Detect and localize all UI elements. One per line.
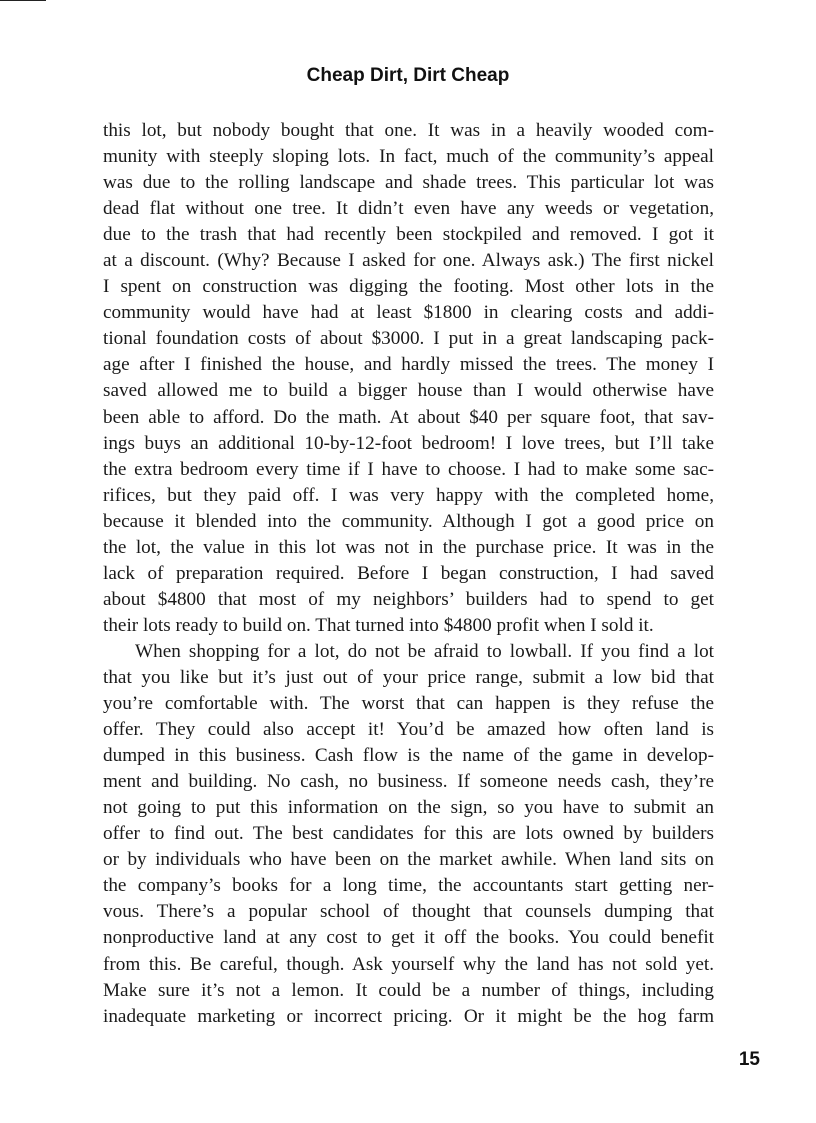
text-line: lack of preparation required. Before I began construction, I had saved: [103, 562, 714, 584]
text-line: because it blended into the community. Although I got a good price on: [103, 510, 714, 532]
text-line: rifices, but they paid off. I was very happy with the completed home,: [103, 484, 714, 506]
text-line: dumped in this business. Cash flow is the name of the game in develop-: [103, 745, 714, 767]
text-line: this lot, but nobody bought that one. It was in a heavily wooded com-: [103, 120, 714, 141]
text-line: vous. There’s a popular school of thought that counsels dumping that: [103, 901, 714, 923]
text-line: When shopping for a lot, do not be afraid to lowball. If you find a lot: [135, 640, 714, 662]
text-line: been able to afford. Do the math. At about $40 per square foot, that sav-: [103, 406, 714, 428]
body-text: [103, 118, 714, 1030]
text-line: munity with steeply sloping lots. In fact, much of the community’s appeal: [103, 146, 714, 168]
text-line: offer to find out. The best candidates for this are lots owned by builders: [103, 823, 714, 845]
text-line: the extra bedroom every time if I have to choose. I had to make some sac-: [103, 458, 714, 480]
running-head: Cheap Dirt, Dirt Cheap: [306, 65, 510, 86]
text-line: ment and building. No cash, no business. If someone needs cash, they’re: [103, 771, 714, 793]
paragraph-2: [103, 639, 714, 1030]
text-line: at a discount. (Why? Because I asked for one. Always ask.) The first nickel: [103, 250, 714, 272]
text-line: ings buys an additional 10-by-12-foot bedroom! I love trees, but I’ll take: [103, 432, 714, 454]
text-line: that you like but it’s just out of your price range, submit a low bid that: [103, 666, 714, 688]
text-line: nonproductive land at any cost to get it off the books. You could benefit: [103, 927, 714, 949]
text-line: from this. Be careful, though. Ask yourself why the land has not sold yet.: [103, 953, 714, 975]
text-line: due to the trash that had recently been stockpiled and removed. I got it: [103, 224, 714, 246]
text-line: community would have had at least $1800 in clearing costs and addi-: [103, 302, 714, 324]
text-line: you’re comfortable with. The worst that can happen is they refuse the: [103, 693, 714, 715]
text-line: I spent on construction was digging the footing. Most other lots in the: [103, 276, 714, 298]
text-line: tional foundation costs of about $3000. I put in a great landscaping pack-: [103, 328, 714, 350]
corner-rule: [0, 0, 46, 1]
text-line: about $4800 that most of my neighbors’ builders had to spend to get: [103, 588, 714, 610]
text-line: the company’s books for a long time, the accountants start getting ner-: [103, 875, 714, 897]
text-line: saved allowed me to build a bigger house than I would otherwise have: [103, 380, 714, 402]
text-line: inadequate marketing or incorrect pricing. Or it might be the hog farm: [103, 1005, 714, 1027]
text-line: or by individuals who have been on the market awhile. When land sits on: [103, 849, 714, 871]
page-number: 15: [738, 1049, 760, 1070]
text-line: age after I finished the house, and hardly missed the trees. The money I: [103, 354, 714, 376]
text-line: the lot, the value in this lot was not in the purchase price. It was in the: [103, 536, 714, 558]
text-line: dead flat without one tree. It didn’t even have any weeds or vegetation,: [103, 198, 714, 220]
text-line: not going to put this information on the sign, so you have to submit an: [103, 797, 714, 819]
paragraph-1: [103, 118, 714, 639]
text-line: offer. They could also accept it! You’d be amazed how often land is: [103, 719, 714, 741]
text-line: their lots ready to build on. That turned into $4800 profit when I sold it.: [103, 614, 654, 636]
text-line: was due to the rolling landscape and shade trees. This particular lot was: [103, 172, 714, 194]
text-line: Make sure it’s not a lemon. It could be a number of things, including: [103, 979, 714, 1001]
